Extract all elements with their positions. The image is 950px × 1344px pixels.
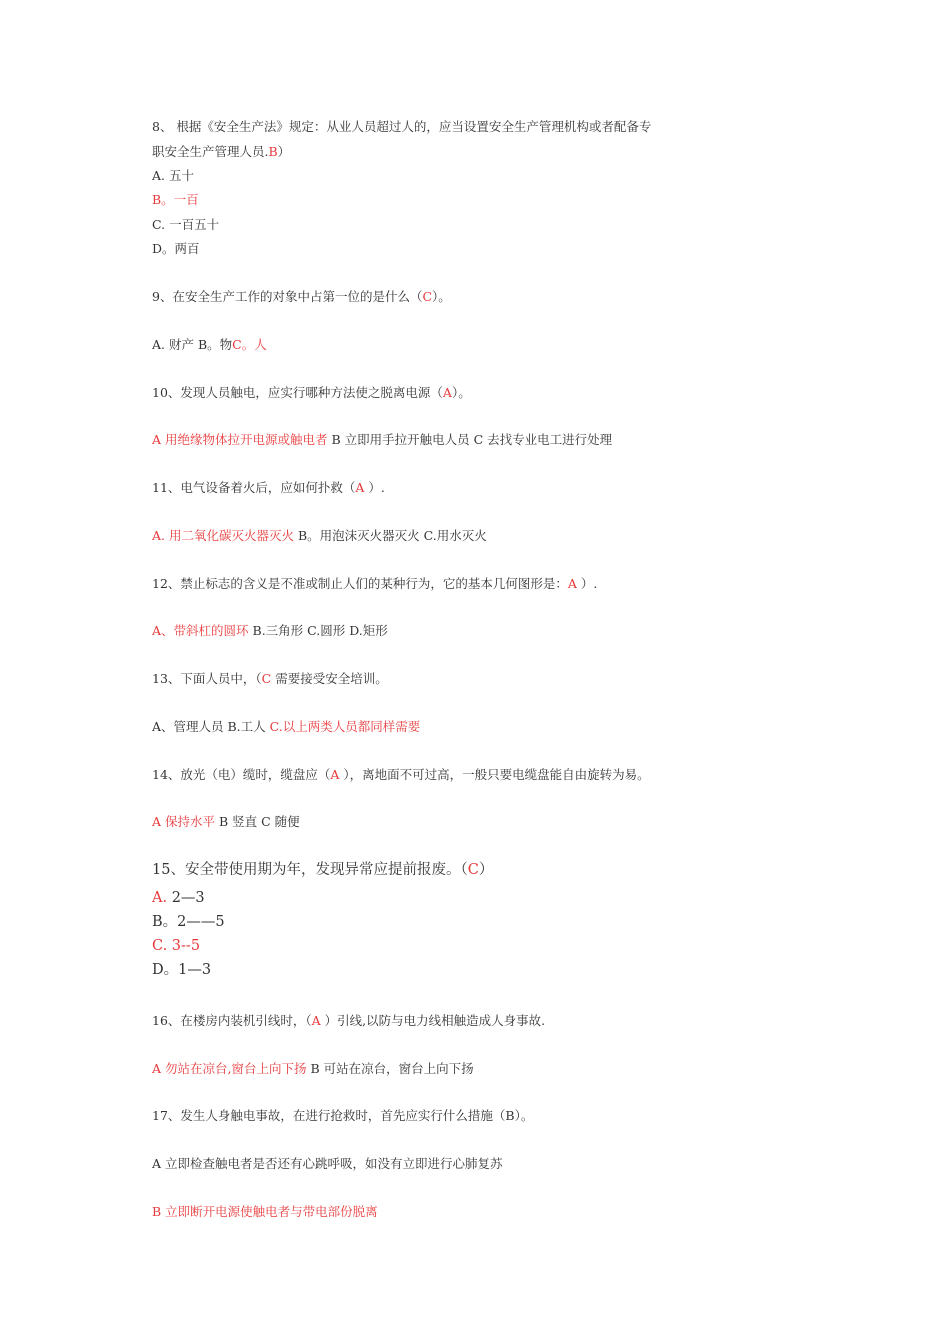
q13-answer: C [261, 671, 272, 686]
q10-answer: A [442, 385, 452, 400]
q8-answer: B [268, 144, 278, 159]
q12-correct-option: A、带斜杠的圆环 [152, 623, 249, 638]
q9-options: A. 财产 B。物C。人 [152, 337, 267, 352]
q8-stem-line1: 8、 根据《安全生产法》规定：从业人员超过人的，应当设置安全生产管理机构或者配备专 [152, 119, 652, 134]
q15-option-c: C. 3--5 [152, 938, 201, 954]
q9-correct-option: C。人 [232, 337, 267, 352]
q15-answer: C [467, 862, 479, 878]
q17-stem: 17、发生人身触电事故，在进行抢救时，首先应实行什么措施（B）。 [152, 1108, 534, 1123]
q13-options: A、管理人员 B.工人 C.以上两类人员都同样需要 [152, 719, 421, 734]
q13-correct-option: C.以上两类人员都同样需要 [269, 719, 421, 734]
q8-option-b: B。一百 [152, 192, 199, 207]
q12-options: A、带斜杠的圆环 B.三角形 C.圆形 D.矩形 [152, 623, 388, 638]
q8-option-c: C. 一百五十 [152, 217, 220, 232]
q11-options: A. 用二氧化碳灭火器灭火 B。用泡沫灭火器灭火 C.用水灭火 [152, 528, 487, 543]
q8-option-a: A. 五十 [152, 168, 194, 183]
q15-option-d: D。1—3 [152, 962, 212, 978]
q14-answer: A [330, 767, 340, 782]
q8-stem-line2: 职安全生产管理人员.B） [152, 144, 291, 159]
q16-options: A 勿站在凉台,窗台上向下扬 B 可站在凉台，窗台上向下扬 [152, 1061, 474, 1076]
q17-option-a: A 立即检查触电者是否还有心跳呼吸，如没有立即进行心肺复苏 [152, 1156, 503, 1171]
q9-answer: C [422, 289, 433, 304]
q17-option-b: B 立即断开电源使触电者与带电部份脱离 [152, 1204, 378, 1219]
q15-option-a: A. 2—3 [152, 890, 205, 906]
q11-answer: A [355, 480, 365, 495]
q11-stem: 11、电气设备着火后，应如何扑救（A ）. [152, 480, 385, 495]
q8-option-d: D。两百 [152, 241, 200, 256]
q12-answer: A [567, 576, 577, 591]
q15-stem: 15、安全带使用期为年，发现异常应提前报废。（C） [152, 862, 494, 878]
q16-correct-option: A 勿站在凉台,窗台上向下扬 [152, 1061, 307, 1076]
q10-options: A 用绝缘物体拉开电源或触电者 B 立即用手拉开触电人员 C 去找专业电工进行处理 [152, 432, 613, 447]
q16-stem: 16、在楼房内装机引线时，（A ）引线,以防与电力线相触造成人身事故. [152, 1013, 546, 1028]
q14-stem: 14、放光（电）缆时，缆盘应（A ），离地面不可过高，一般只要电缆盘能自由旋转为易。 [152, 767, 650, 782]
q11-correct-option: A. 用二氧化碳灭火器灭火 [152, 528, 294, 543]
q13-stem: 13、下面人员中，（C 需要接受安全培训。 [152, 671, 388, 686]
q14-options: A 保持水平 B 竖直 C 随便 [152, 814, 300, 829]
q15-option-b: B。2——5 [152, 914, 225, 930]
q16-answer: A [311, 1013, 321, 1028]
q9-stem: 9、在安全生产工作的对象中占第一位的是什么（C）。 [152, 289, 451, 304]
q10-stem: 10、发现人员触电，应实行哪种方法使之脱离电源（A）。 [152, 385, 471, 400]
q14-correct-option: A 保持水平 [152, 814, 216, 829]
q12-stem: 12、禁止标志的含义是不准或制止人们的某种行为，它的基本几何图形是：A ）. [152, 576, 598, 591]
q10-correct-option: A 用绝缘物体拉开电源或触电者 [152, 432, 328, 447]
